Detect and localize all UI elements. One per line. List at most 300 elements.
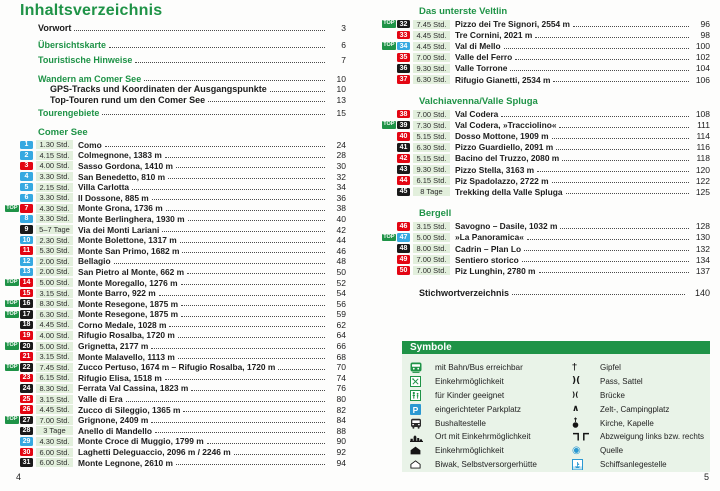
dot-leader [181, 316, 325, 317]
tour-page-number: 82 [336, 404, 346, 415]
tour-row [381, 30, 710, 41]
legend-label: eingerichteter Parkplatz [435, 404, 522, 414]
toc-entry-label: GPS-Tracks und Koordinaten der Ausgangspunkte [50, 84, 267, 95]
tour-duration: 6.30 Std. [413, 143, 450, 152]
right-page [381, 2, 710, 469]
tour-number-badge: 33 [397, 31, 410, 40]
tour-title: Val Codera, »Tracciolino« [455, 120, 557, 131]
dot-leader [188, 220, 325, 221]
dot-leader [566, 193, 689, 194]
tour-number-badge: 4 [20, 172, 33, 181]
legend-icon-cell [572, 405, 600, 414]
tour-number-badge: 44 [397, 176, 410, 185]
tour-page-number: 62 [336, 319, 346, 330]
tour-duration: 3.30 Std. [36, 172, 73, 181]
tour-row [4, 341, 346, 352]
tour-title: Monte San Primo, 1682 m [78, 245, 180, 256]
tour-duration: 2.15 Std. [36, 183, 73, 192]
tour-row [4, 161, 346, 172]
dot-leader [556, 149, 689, 150]
tour-number-badge: 49 [397, 255, 410, 264]
dot-leader [152, 199, 325, 200]
top-slot [4, 342, 19, 350]
toc-entry [50, 84, 346, 95]
tour-duration: 8.00 Std. [413, 244, 450, 253]
tour-page-number: 120 [695, 164, 710, 175]
tour-duration: 5.30 Std. [36, 246, 73, 255]
tour-page-number: 48 [336, 256, 346, 267]
symbols-box-title: Symbole [402, 341, 710, 354]
tour-duration: 3 Tage [36, 426, 73, 435]
toc-entry-label: Wandern am Comer See [38, 73, 142, 84]
tour-title: Monte Resegone, 1875 m [78, 309, 179, 320]
tour-row [4, 277, 346, 288]
tour-number-badge: 43 [397, 165, 410, 174]
tour-duration: 3.30 Std. [36, 193, 73, 202]
legend-label: Einkehrmöglichkeit [435, 446, 504, 456]
legend-row [572, 402, 708, 416]
dot-leader [560, 228, 689, 229]
toc-title: Inhaltsverzeichnis [20, 2, 163, 19]
tour-row [381, 175, 710, 186]
dot-leader [234, 454, 325, 455]
tour-page-number: 111 [697, 120, 710, 131]
tour-page-number: 122 [695, 175, 710, 186]
dot-leader [182, 252, 325, 253]
tour-row [4, 394, 346, 405]
tour-duration: 3.15 Std. [36, 289, 73, 298]
tour-row [381, 221, 710, 232]
tour-number-badge: 23 [20, 374, 33, 383]
tour-row [4, 383, 346, 394]
legend-label: Zelt-, Campingplatz [600, 404, 670, 414]
legend-label: Quelle [600, 446, 624, 456]
legend-row [572, 361, 708, 375]
top-badge: TOP [383, 233, 395, 240]
legend-label: Kirche, Kapelle [600, 418, 654, 428]
legend-icon-cell [410, 390, 435, 401]
dot-leader [515, 59, 689, 60]
tour-duration: 5.00 Std. [36, 278, 73, 287]
tour-title: Sentiero storico [455, 254, 519, 265]
tour-number-badge: 6 [20, 194, 33, 203]
camping-icon: ∧ [572, 403, 580, 414]
dot-leader [102, 114, 325, 115]
tour-title: Il Dossone, 885 m [78, 192, 149, 203]
legend-row [410, 458, 568, 472]
tour-title: Val di Mello [455, 41, 501, 52]
tour-duration: 9.30 Std. [413, 64, 450, 73]
toc-entry [38, 74, 346, 85]
top-badge: TOP [383, 42, 395, 49]
junction-left-icon [572, 432, 580, 441]
tour-page-number: 104 [695, 63, 710, 74]
dot-leader [155, 432, 325, 433]
dot-leader [537, 171, 689, 172]
dot-leader [105, 146, 325, 147]
legend-label: Abzweigung links bzw. rechts [600, 432, 705, 442]
left-page [4, 2, 346, 468]
tour-page-number: 40 [336, 213, 346, 224]
tour-duration: 3.15 Std. [36, 352, 73, 361]
dot-leader [573, 26, 689, 27]
tour-page-number: 118 [696, 153, 710, 164]
tour-page-number: 38 [336, 203, 346, 214]
tour-number-badge: 20 [20, 342, 33, 351]
dot-leader [159, 295, 325, 296]
tour-page-number: 137 [695, 265, 710, 276]
tour-row [4, 309, 346, 320]
dot-leader [74, 30, 325, 31]
tour-duration: 7.30 Std. [413, 121, 450, 130]
church-icon [572, 417, 579, 429]
legend-icon-cell [410, 432, 435, 442]
legend-icon-cell [410, 404, 435, 415]
tour-title: Zucco Pertuso, 1674 m – Rifugio Rosalba, 1720 m [78, 362, 276, 373]
legend-icon-cell [572, 363, 600, 373]
tour-number-badge: 31 [20, 458, 33, 467]
tour-duration: 6.00 Std. [36, 458, 73, 467]
tour-number-badge: 21 [20, 352, 33, 361]
tour-page-number: 94 [336, 457, 346, 468]
dot-leader [535, 37, 689, 38]
tour-page-number: 30 [336, 160, 346, 171]
tour-row [4, 330, 346, 341]
dot-leader [553, 81, 689, 82]
tour-duration: 2.00 Std. [36, 257, 73, 266]
children-icon [410, 390, 421, 401]
dot-leader [208, 101, 325, 102]
legend-icon-cell [410, 446, 435, 455]
tour-page-number: 92 [336, 447, 346, 458]
tour-number-badge: 35 [397, 53, 410, 62]
tour-title: Pizzo dei Tre Signori, 2554 m [455, 19, 570, 30]
tour-title: Monte Moregallo, 1276 m [78, 277, 178, 288]
tour-row [4, 298, 346, 309]
tour-title: Rifugio Elisa, 1518 m [78, 372, 162, 383]
legend-label: Gipfel [600, 363, 621, 373]
tour-duration: 6.30 Std. [413, 75, 450, 84]
dot-leader [162, 231, 325, 232]
legend-label: Ort mit Einkehrmöglichkeit [435, 432, 531, 442]
tour-row [4, 150, 346, 161]
restaurant-icon [410, 376, 421, 387]
dot-leader [501, 116, 689, 117]
dot-leader [527, 239, 689, 240]
section-heading: Valchiavenna/Valle Spluga [419, 96, 538, 108]
tour-number-badge: 45 [397, 188, 410, 197]
tour-number-badge: 13 [20, 268, 33, 277]
toc-entry-page: 6 [341, 40, 346, 51]
tour-page-number: 36 [336, 192, 346, 203]
village-icon [410, 432, 423, 442]
dot-leader [552, 182, 689, 183]
dot-leader [270, 91, 325, 92]
tour-title: Monte Malavello, 1113 m [78, 351, 175, 362]
top-badge: TOP [6, 310, 18, 317]
tour-row [381, 142, 710, 153]
top-slot [381, 234, 396, 242]
tour-duration: 6.00 Std. [36, 448, 73, 457]
right-page-number: 5 [704, 472, 710, 482]
tour-number-badge: 2 [20, 151, 33, 160]
spring-icon: ◉ [572, 444, 581, 456]
tour-page-number: 34 [336, 182, 346, 193]
tour-row [381, 19, 710, 30]
tour-row [4, 426, 346, 437]
tour-row [4, 235, 346, 246]
legend-row [410, 430, 568, 444]
dot-leader [181, 305, 325, 306]
legend-icon-cell [572, 432, 600, 441]
dot-leader [176, 167, 325, 168]
top-slot [4, 364, 19, 372]
legend-label: Einkehrmöglichkeit [435, 377, 504, 387]
tour-page-number: 84 [336, 415, 346, 426]
toc-entry-page: 10 [336, 73, 346, 84]
top-slot [381, 20, 396, 28]
tour-page-number: 44 [336, 235, 346, 246]
top-badge: TOP [6, 342, 18, 349]
pass-icon: )( [572, 376, 581, 387]
tour-row [4, 373, 346, 384]
dot-leader [114, 263, 325, 264]
dot-leader [109, 47, 325, 48]
dot-leader [132, 189, 325, 190]
toc-entry [50, 95, 346, 106]
tour-duration: 7.00 Std. [413, 266, 450, 275]
top-badge: TOP [6, 204, 18, 211]
tour-number-badge: 14 [20, 278, 33, 287]
tour-duration: 7.45 Std. [36, 363, 73, 372]
toc-entry [38, 55, 346, 66]
tour-duration: 4.45 Std. [413, 42, 450, 51]
tour-duration: 3.15 Std. [36, 395, 73, 404]
tour-number-badge: 7 [20, 204, 33, 213]
tour-number-badge: 25 [20, 395, 33, 404]
tour-title: Cadrin – Plan Lo [455, 243, 522, 254]
symbols-box-body [402, 354, 710, 472]
index-page-number: 140 [694, 287, 710, 298]
tour-page-number: 125 [695, 186, 710, 197]
tour-number-badge: 18 [20, 321, 33, 330]
tour-title: Valle Torrone [455, 63, 508, 74]
tour-title: San Benedetto, 810 m [78, 171, 166, 182]
tour-title: Rifugio Rosalba, 1720 m [78, 330, 175, 341]
tour-title: Laghetti Deleguaccio, 2096 m / 2246 m [78, 447, 231, 458]
symbols-left-column [410, 361, 568, 471]
top-badge: TOP [383, 20, 395, 27]
legend-icon-cell [410, 460, 435, 469]
tour-duration: 8.30 Std. [36, 384, 73, 393]
legend-icon-cell [410, 376, 435, 387]
tour-row [4, 192, 346, 203]
tour-title: Anello di Mandello [78, 425, 152, 436]
tour-number-badge: 32 [397, 20, 410, 29]
tour-title: Pizzo Stella, 3163 m [455, 164, 535, 175]
tour-title: Sasso Gordona, 1410 m [78, 160, 173, 171]
tour-row [381, 52, 710, 63]
tour-row [4, 203, 346, 214]
top-slot [4, 205, 19, 213]
tour-row [381, 186, 710, 197]
train-icon [410, 362, 422, 373]
tour-title: »La Panoramica« [455, 232, 524, 243]
legend-row [410, 444, 568, 458]
tour-duration: 3.30 Std. [36, 214, 73, 223]
tour-page-number: 54 [336, 288, 346, 299]
tour-row [4, 224, 346, 235]
legend-label: Brücke [600, 390, 625, 400]
index-label: Stichwortverzeichnis [419, 287, 510, 298]
tour-number-badge: 47 [397, 233, 410, 242]
hut-icon [410, 446, 421, 455]
top-badge: TOP [6, 278, 18, 285]
legend-row [572, 430, 708, 444]
right-tour-sections [381, 6, 710, 276]
top-slot [4, 311, 19, 319]
dot-leader [278, 369, 325, 370]
tour-duration: 5–7 Tage [36, 225, 73, 234]
tour-duration: 7.00 Std. [413, 110, 450, 119]
tour-row [4, 267, 346, 278]
tour-duration: 4.30 Std. [36, 437, 73, 446]
tour-row [4, 256, 346, 267]
tour-title: Trekking della Valle Spluga [455, 186, 563, 197]
tour-duration: 8.30 Std. [36, 299, 73, 308]
tour-title: Dosso Mottone, 1909 m [455, 131, 549, 142]
tour-row [4, 171, 346, 182]
tour-page-number: 80 [336, 394, 346, 405]
tour-page-number: 108 [695, 109, 710, 120]
tour-number-badge: 12 [20, 257, 33, 266]
tour-duration: 3.15 Std. [413, 222, 450, 231]
tour-row [4, 351, 346, 362]
tour-title: Monte Berlinghera, 1930 m [78, 213, 185, 224]
dot-leader [166, 210, 325, 211]
tour-row [4, 436, 346, 447]
tour-duration: 6.15 Std. [413, 176, 450, 185]
tour-row [381, 41, 710, 52]
tour-title: Grignetta, 2177 m [78, 341, 149, 352]
tour-duration: 4.45 Std. [413, 31, 450, 40]
toc-entry-label: Top-Touren rund um den Comer See [50, 94, 206, 105]
dot-leader [183, 411, 325, 412]
dot-leader [178, 337, 325, 338]
tour-title: Savogno – Dasile, 1032 m [455, 221, 558, 232]
tour-number-badge: 26 [20, 405, 33, 414]
tour-number-badge: 9 [20, 225, 33, 234]
tour-page-number: 76 [336, 383, 346, 394]
tour-row [381, 63, 710, 74]
tour-title: Piz Spadolazzo, 2722 m [455, 175, 549, 186]
section-heading: Bergell [419, 208, 452, 220]
tour-number-badge: 41 [397, 143, 410, 152]
tour-row [381, 265, 710, 276]
dot-leader [510, 70, 689, 71]
dot-leader [539, 272, 689, 273]
top-slot [4, 300, 19, 308]
legend-icon-cell [410, 362, 435, 373]
tour-page-number: 46 [336, 245, 346, 256]
tour-title: Zucco di Sileggio, 1365 m [78, 404, 181, 415]
tour-title: Bellagio [78, 256, 111, 267]
dot-leader [180, 242, 325, 243]
tour-row [4, 245, 346, 256]
tour-title: Monte Grona, 1736 m [78, 203, 163, 214]
dot-leader [169, 326, 325, 327]
dot-leader [207, 443, 325, 444]
parking-icon [410, 404, 421, 415]
dot-leader [552, 138, 689, 139]
tour-page-number: 52 [336, 277, 346, 288]
tour-title: Corno Medale, 1028 m [78, 319, 167, 330]
tour-number-badge: 1 [20, 141, 33, 150]
tour-row [381, 243, 710, 254]
tour-page-number: 88 [336, 425, 346, 436]
tour-duration: 5.00 Std. [413, 233, 450, 242]
frontmatter-list [38, 23, 346, 118]
tour-title: Rifugio Gianetti, 2534 m [455, 74, 551, 85]
summit-cross-icon: † [572, 361, 577, 373]
legend-label: Schiffsanlegestelle [600, 459, 667, 469]
tour-title: Monte Legnone, 2610 m [78, 457, 173, 468]
dot-leader [126, 401, 325, 402]
tour-page-number: 59 [336, 309, 346, 320]
tour-number-badge: 3 [20, 162, 33, 171]
index-entry [419, 287, 710, 298]
legend-row [410, 416, 568, 430]
tour-row [4, 182, 346, 193]
tour-duration: 6.15 Std. [36, 373, 73, 382]
toc-entry [38, 40, 346, 51]
toc-entry-page: 15 [336, 107, 346, 118]
legend-icon-cell [572, 446, 600, 456]
dot-leader [524, 250, 689, 251]
tour-page-number: 70 [336, 362, 346, 373]
legend-row [572, 375, 708, 389]
tour-number-badge: 17 [20, 310, 33, 319]
left-tour-sections [4, 127, 346, 468]
tour-number-badge: 38 [397, 110, 410, 119]
tour-duration: 8 Tage [413, 187, 450, 196]
tour-duration: 6.30 Std. [36, 310, 73, 319]
tour-number-badge: 5 [20, 183, 33, 192]
bus-stop-icon [410, 418, 422, 429]
toc-entry [38, 108, 346, 119]
tour-page-number: 102 [695, 52, 710, 63]
left-page-number: 4 [16, 472, 22, 482]
legend-label: Pass, Sattel [600, 377, 643, 387]
toc-entry-label: Tourengebiete [38, 107, 100, 118]
tour-title: Via dei Monti Lariani [78, 224, 160, 235]
tour-duration: 5.15 Std. [413, 154, 450, 163]
bridge-icon: )( [572, 390, 579, 399]
tour-page-number: 42 [336, 224, 346, 235]
tour-duration: 7.00 Std. [413, 255, 450, 264]
tour-number-badge: 30 [20, 448, 33, 457]
tour-title: San Pietro al Monte, 662 m [78, 266, 185, 277]
svg-text:P: P [412, 404, 419, 415]
tour-number-badge: 39 [397, 121, 410, 130]
tour-page-number: 68 [336, 351, 346, 362]
tour-row [381, 153, 710, 164]
top-slot [4, 416, 19, 424]
tour-number-badge: 37 [397, 75, 410, 84]
legend-row [572, 389, 708, 403]
tour-row [4, 320, 346, 331]
dot-leader [144, 80, 325, 81]
